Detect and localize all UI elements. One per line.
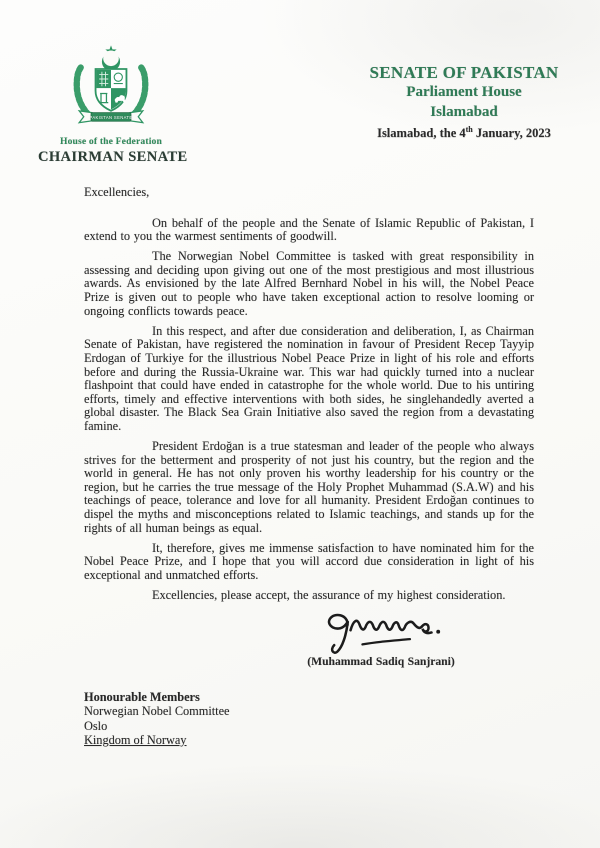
paragraph-erdogan-statesman: President Erdoğan is a true statesman and leader of the people who always strives for the betterment and prosperity of not just his country, but the region and the world in general. He has not only proven his worthy leadership for his country or the region, but he carries the true message of the Holy Prophet Muhammad (S.A.W) and his teachings of peace, tolerance and love for all humanity. President Erdoğan continues to dispel the myths and misconceptions related to Islamic teachings, and stands up for the rights of all human beings as equal. (84, 439, 534, 535)
org-parliament-house: Parliament House (406, 84, 522, 101)
handwritten-signature-icon (301, 605, 461, 657)
date-rest: January, 2023 (472, 126, 551, 141)
date-ordinal-sup: th (465, 125, 473, 135)
paragraph-satisfaction: It, therefore, gives me immense satisfaction to have nominated him for the Nobel Peace Prize, and I hope that you will accord due consideration in light of his exceptional and unmatched efforts. (84, 540, 534, 582)
recipient-committee: Norwegian Nobel Committee (84, 704, 230, 719)
salutation: Excellencies, (84, 185, 150, 199)
paragraph-nobel-committee: The Norwegian Nobel Committee is tasked with great responsibility in assessing and deciding upon giving out one of the most prestigious and most illustrious awards. As envisioned by the late Alfred Bernhard Nobel in his will, the Nobel Peace Prize is given out to people who have taken exceptional action to resolve looming or ongoing conflicts towards peace. (84, 249, 534, 318)
emblem-caption: House of the Federation (60, 137, 162, 147)
recipient-city: Oslo (84, 718, 108, 733)
paragraph-goodwill: On behalf of the people and the Senate of Islamic Republic of Pakistan, I extend to you the warmest sentiments of goodwill. (84, 215, 534, 244)
letter-body (0, 176, 600, 668)
emblem-banner-text: PAKISTAN SENATE (89, 115, 133, 120)
letter-date (345, 125, 583, 141)
chairman-senate-title: CHAIRMAN SENATE (38, 149, 188, 165)
signatory-name: (Muhammad Sadiq Sanjrani) (307, 654, 455, 668)
closing-line: Excellencies, please accept, the assurance of my highest consideration. (152, 587, 506, 602)
recipient-address (84, 690, 600, 747)
senate-emblem (52, 42, 170, 147)
recipient-country: Kingdom of Norway (84, 732, 187, 747)
pakistan-senate-crest-icon (61, 42, 161, 136)
org-block (345, 62, 583, 141)
org-name: SENATE OF PAKISTAN (369, 63, 559, 82)
recipient-honourable-members: Honourable Members (84, 690, 200, 705)
org-city: Islamabad (430, 103, 498, 120)
date-prefix: Islamabad, the 4 (377, 126, 466, 141)
letterhead (0, 0, 600, 176)
paragraph-nomination: In this respect, and after due consideration and deliberation, I, as Chairman Senate of Pakistan, have registered the nomination in favour of President Recep Tayyip Erdogan of Turkiye for the illustrious Nobel Peace Prize in light of his role and efforts before and during the Russia-Ukraine war. This war had quickly turned into a nuclear flashpoint that could have ended in catastrophe for the whole world. Due to his untiring efforts, timely and effective interventions with both sides, he singlehandedly averted a global disaster. The Black Sea Grain Initiative also saved the region from a devastating famine. (84, 323, 534, 433)
signature-block (292, 605, 470, 669)
